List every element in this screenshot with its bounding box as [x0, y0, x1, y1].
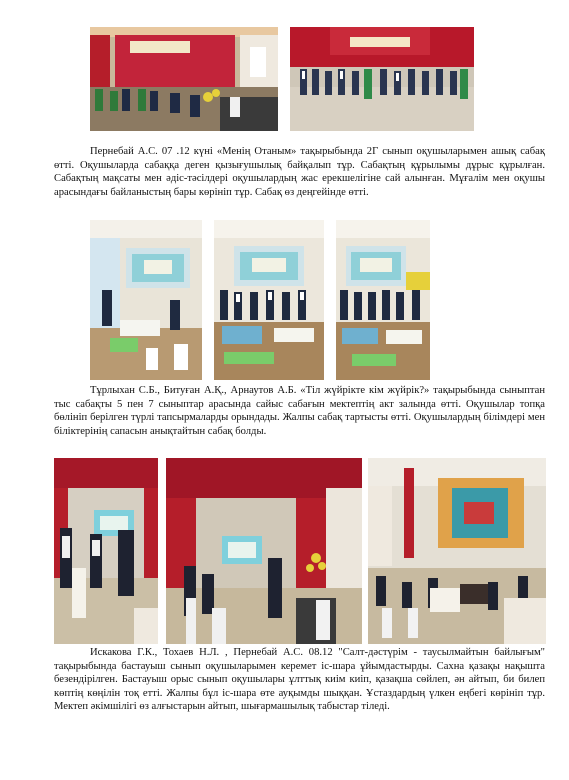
photo-classroom-2 — [214, 220, 324, 380]
paragraph-open-lesson — [54, 145, 545, 199]
paragraph-text: Пернебай А.С. 07 .12 күні «Менің Отаным» тақырыбында 2Г сынып оқушыларымен ашық сабақ өтті. Оқушыларда сабаққа деген қызығушылық байқалып тұр. Сабақтың құрылымы дұрыс құрылған. Сабақтың мақсаты мен әдіс-тәсілдері оқушылардың жас ерекшелігіне сай алынған. Мұғалім мен оқушы арасындағы байланыстың бары көрініп тұр. Сабақ өз деңгейінде өтті. — [54, 146, 545, 198]
paragraph-language-contest — [54, 384, 545, 438]
photo-classroom-3 — [336, 220, 430, 380]
photo-event-1 — [54, 458, 158, 644]
photo-classroom-1 — [90, 220, 202, 380]
photo-event-2 — [166, 458, 362, 644]
paragraph-text: Искакова Г.К., Тохаев Н.Л. , Пернебай А.С. 08.12 "Салт-дәстүрім - таусылмайтын байлығым" тақырыбында бастауыш сынып оқушыларымен керемет іс-шара ұйымдастырды. Сахна қазақы нақышта безендірілген. Бастауыш орыс сынып оқушылары ұлттық киім киіп, қазақша сөйлеп, ән айтып, би билеп көптің көңілін тоқ етті. Жалпы бұл іс-шара өте ауқымды шыққан. Ұстаздардың үлкен еңбегі көрініп тұр. Мектеп әкімшілігі өз алғыстарын айтып, шығармашылық табыстар тіледі. — [54, 647, 545, 713]
photo-event-3 — [368, 458, 546, 644]
photo-stage-performance-1 — [90, 27, 278, 131]
paragraph-traditions-event — [54, 646, 545, 714]
paragraph-text: Тұрлыхан С.Б., Битуған А.Қ., Арнаутов А.Б. «Тіл жүйрікте кім жүйрік?» тақырыбында сыныптан тыс сабақты 5 пен 7 сыныптар арасында сайыс сабағын мектептің акт залында өтті. Оқушылар топқа бөлініп берілген түрлі тапсырмаларды орындады. Жалпы сабақ тартысты өтті. Оқушылардың білімдері мен біліктерінің сапасын анықтайтын сабақ болды. — [54, 385, 545, 437]
photo-stage-performance-2 — [290, 27, 474, 131]
